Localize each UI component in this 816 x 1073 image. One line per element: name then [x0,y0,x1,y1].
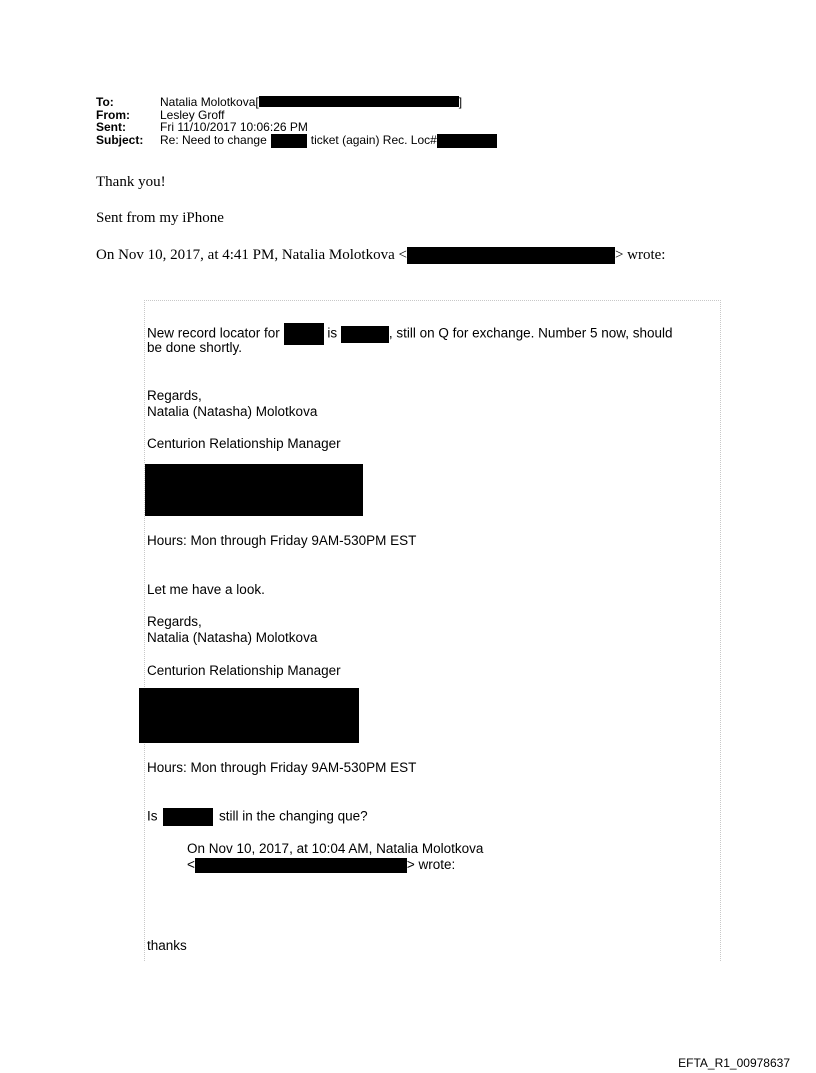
redaction-block [284,323,324,345]
que-line [147,808,368,826]
hours-2: Hours: Mon through Friday 9AM-530PM EST [147,760,417,775]
sender-name-2: Natalia (Natasha) Molotkova [147,630,318,645]
nested-addr-end: > wrote: [406,857,456,872]
redaction-block [145,464,363,516]
sender-title-2: Centurion Relationship Manager [147,663,341,678]
redaction-block [407,247,615,264]
thanks-text: Thank you! [96,174,166,190]
to-end: ] [458,95,463,109]
reply-intro [96,247,665,264]
look-text: Let me have a look. [147,582,265,597]
hours-1: Hours: Mon through Friday 9AM-530PM EST [147,533,417,548]
sent-row [96,121,497,134]
locator-part2: is [327,325,338,341]
subject-part2: ticket (again) Rec. Loc# [310,132,437,147]
redaction-block [341,326,389,343]
from-label: From: [96,107,130,122]
reply-intro-end: > wrote: [614,247,666,263]
reply-intro-start: On Nov 10, 2017, at 4:41 PM, Natalia Molotkova < [96,247,407,263]
que-part1: Is [147,808,158,824]
sent-label: Sent: [96,120,126,134]
subject-label: Subject: [96,132,144,147]
redaction-block [437,134,497,148]
regards-2: Regards, [147,614,202,629]
nested-reply-address [187,857,455,874]
locator-line-2: be done shortly. [147,340,243,355]
from-value: Lesley Groff [160,107,225,122]
closing-text: thanks [147,938,187,953]
email-header [96,96,497,148]
to-row [96,96,497,109]
nested-addr-start: < [187,857,195,872]
document-id: EFTA_R1_00978637 [678,1056,790,1070]
redaction-block [195,858,407,873]
sender-title-1: Centurion Relationship Manager [147,436,341,451]
que-part2: still in the changing que? [219,808,368,824]
redaction-block [259,96,459,107]
subject-part1: Re: Need to change [160,132,267,147]
sent-value: Fri 11/10/2017 10:06:26 PM [160,120,308,134]
redaction-block [271,134,307,148]
regards-1: Regards, [147,388,202,403]
redaction-block [139,688,359,743]
to-value: Natalia Molotkova[ [160,95,259,109]
redaction-block [163,808,213,826]
nested-reply-intro: On Nov 10, 2017, at 10:04 AM, Natalia Molotkova [187,841,484,856]
sender-name-1: Natalia (Natasha) Molotkova [147,404,318,419]
subject-row [96,134,497,148]
locator-part1: New record locator for [147,325,280,341]
sent-from-signature: Sent from my iPhone [96,210,224,226]
to-label: To: [96,95,114,109]
locator-part3: , still on Q for exchange. Number 5 now, should [388,325,673,341]
